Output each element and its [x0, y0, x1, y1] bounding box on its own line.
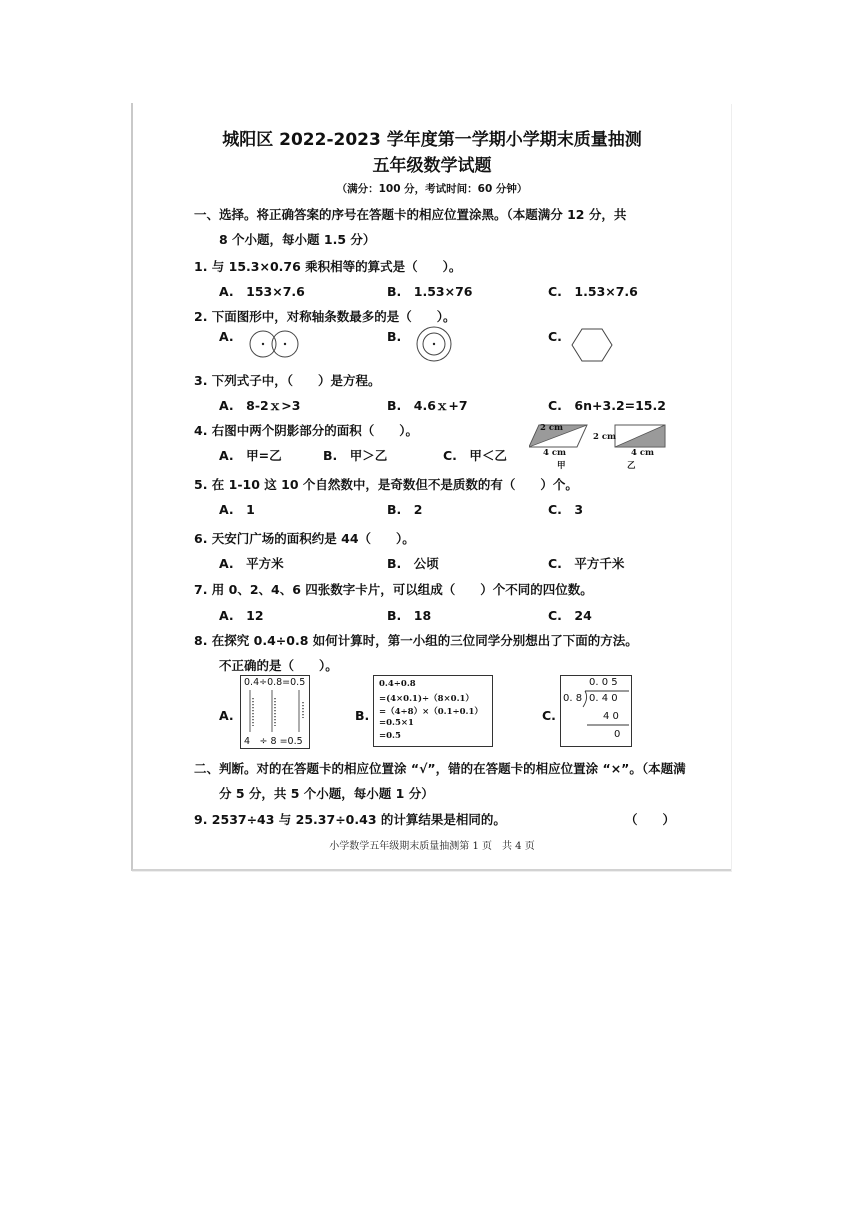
q8-stem: 8. 在探究 0.4÷0.8 如何计算时，第一小组的三位同学分别想出了下面的方法。	[194, 633, 638, 648]
method-b-line2: =(4×0.1)÷（8×0.1）	[379, 694, 474, 704]
q7-option-a: A. 12	[219, 608, 264, 623]
fig-jia-base-label: 4 cm	[543, 448, 567, 458]
q8-method-b-box	[373, 675, 493, 747]
section1-heading-cont: 8 个小题，每小题 1.5 分）	[219, 232, 376, 247]
fig-yi-base-label: 4 cm	[631, 448, 655, 458]
q1-option-b: B. 1.53×76	[387, 284, 473, 299]
q2-option-c: C.	[548, 329, 562, 344]
section2-heading-cont: 分 5 分，共 5 个小题，每小题 1 分）	[219, 786, 434, 801]
fig-yi-height-label: 2 cm	[593, 432, 617, 442]
q1-option-c: C. 1.53×7.6	[548, 284, 638, 299]
q3-option-a: A. 8-2ｘ>3	[219, 398, 301, 413]
exam-meta: （满分：100 分，考试时间：60 分钟）	[336, 183, 528, 195]
q5-option-a: A. 1	[219, 502, 255, 517]
q6-option-b: B. 公顷	[387, 556, 439, 571]
method-b-line1: 0.4÷0.8	[379, 679, 416, 689]
fig-jia-height-label: 2 cm	[540, 423, 564, 433]
method-c-remainder: 0	[614, 729, 621, 740]
q1-stem: 1. 与 15.3×0.76 乘积相等的算式是（ ）。	[194, 259, 462, 274]
exam-page	[131, 103, 731, 871]
method-c-quotient: 0. 0 5	[589, 677, 618, 688]
q9-answer-paren: （ ）	[625, 812, 676, 827]
q7-option-b: B. 18	[387, 608, 432, 623]
q2-stem: 2. 下面图形中，对称轴条数最多的是（ ）。	[194, 309, 456, 324]
method-a-bottom: 4 ÷ 8 =0.5	[244, 736, 303, 747]
q4-option-a: A. 甲=乙	[219, 448, 282, 463]
method-a-arrows	[241, 676, 309, 748]
exam-title: 城阳区 2022-2023 学年度第一学期小学期末质量抽测	[222, 130, 642, 150]
q4-option-b: B. 甲＞乙	[323, 448, 388, 463]
q5-option-c: C. 3	[548, 502, 584, 517]
q6-option-c: C. 平方千米	[548, 556, 625, 571]
q8-method-c-box	[560, 675, 632, 747]
q5-stem: 5. 在 1-10 这 10 个自然数中，是奇数但不是质数的有（ ）个。	[194, 477, 578, 492]
exam-subtitle: 五年级数学试题	[372, 156, 492, 176]
q2-option-a: A.	[219, 329, 234, 344]
concentric-circles-figure	[415, 325, 453, 363]
method-c-divisor: 0. 8	[563, 693, 583, 704]
page-footer: 小学数学五年级期末质量抽测第 1 页 共 4 页	[329, 841, 535, 852]
q6-option-a: A. 平方米	[219, 556, 284, 571]
method-b-line4: =0.5×1	[379, 718, 414, 728]
q4-option-c: C. 甲＜乙	[443, 448, 507, 463]
fig-yi-label: 乙	[627, 461, 636, 471]
q7-stem: 7. 用 0、2、4、6 四张数字卡片，可以组成（ ）个不同的四位数。	[194, 582, 593, 597]
method-b-line5: =0.5	[379, 731, 401, 741]
q7-option-c: C. 24	[548, 608, 592, 623]
q3-option-b: B. 4.6ｘ+7	[387, 398, 468, 413]
long-division-bracket	[561, 676, 631, 746]
q9-stem: 9. 2537÷43 与 25.37÷0.43 的计算结果是相同的。	[194, 812, 506, 827]
section2-heading: 二、判断。对的在答题卡的相应位置涂 “√”，错的在答题卡的相应位置涂 “×”。（本题满	[194, 761, 686, 776]
section1-heading: 一、选择。将正确答案的序号在答题卡的相应位置涂黑。（本题满分 12 分，共	[194, 207, 627, 222]
method-b-line3: =（4÷8）×（0.1÷0.1）	[379, 707, 483, 717]
q2-option-b: B.	[387, 329, 402, 344]
q8-method-a-box	[240, 675, 310, 749]
q8-option-a: A.	[219, 708, 234, 723]
q8-option-c: C.	[542, 708, 556, 723]
two-circles-figure	[247, 329, 305, 359]
q8-stem-cont: 不正确的是（ ）。	[219, 658, 338, 673]
method-a-top: 0.4÷0.8=0.5	[244, 677, 306, 688]
method-c-dividend: 0. 4 0	[589, 693, 618, 704]
q3-stem: 3. 下列式子中，（ ）是方程。	[194, 373, 381, 388]
q5-option-b: B. 2	[387, 502, 423, 517]
q6-stem: 6. 天安门广场的面积约是 44（ ）。	[194, 531, 415, 546]
q8-option-b: B.	[355, 708, 370, 723]
q3-option-c: C. 6n+3.2=15.2	[548, 398, 666, 413]
q4-stem: 4. 右图中两个阴影部分的面积（ ）。	[194, 423, 419, 438]
q1-option-a: A. 153×7.6	[219, 284, 305, 299]
fig-jia-label: 甲	[557, 461, 566, 471]
hexagon-figure	[570, 327, 614, 363]
method-c-product: 4 0	[603, 711, 619, 722]
